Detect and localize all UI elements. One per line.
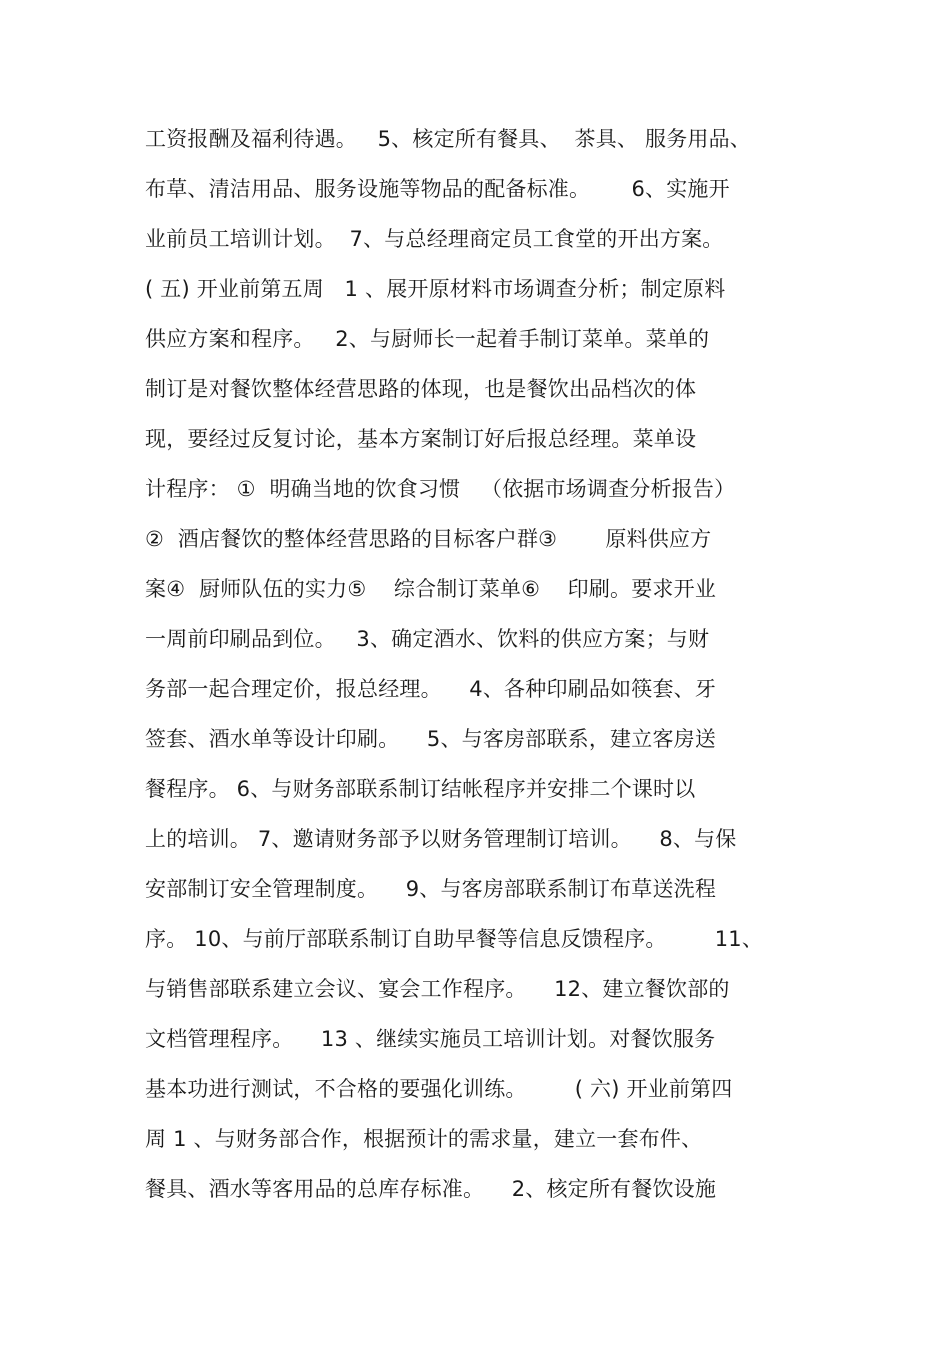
text-line: 案④ 厨师队伍的实力⑤ 综合制订菜单⑥ 印刷。要求开业 <box>145 577 717 601</box>
text-line: 文档管理程序。 13 、继续实施员工培训计划。对餐饮服务 <box>145 1027 716 1051</box>
text-line: 签套、酒水单等设计印刷。 5、与客房部联系，建立客房送 <box>145 727 717 751</box>
text-line: 现，要经过反复讨论，基本方案制订好后报总经理。菜单设 <box>145 427 697 451</box>
text-line: 安部制订安全管理制度。 9、与客房部联系制订布草送洗程 <box>145 877 717 901</box>
text-line: 布草、清洁用品、服务设施等物品的配备标准。 6、实施开 <box>145 177 730 201</box>
text-line: 一周前印刷品到位。 3、确定酒水、饮料的供应方案；与财 <box>145 627 710 651</box>
document-body <box>145 114 825 1214</box>
text-line: 餐程序。 6、与财务部联系制订结帐程序并安排二个课时以 <box>145 777 696 801</box>
text-line: 基本功进行测试，不合格的要强化训练。 ( 六) 开业前第四 <box>145 1077 733 1101</box>
text-line: 上的培训。 7、邀请财务部予以财务管理制订培训。 8、与保 <box>145 827 737 851</box>
text-line: 周 1 、与财务部合作，根据预计的需求量，建立一套布件、 <box>145 1127 703 1151</box>
text-line: 工资报酬及福利待遇。 5、核定所有餐具、 茶具、 服务用品、 <box>145 127 752 151</box>
text-line: 与销售部联系建立会议、宴会工作程序。 12、建立餐饮部的 <box>145 977 730 1001</box>
text-line: ② 酒店餐饮的整体经营思路的目标客户群③ 原料供应方 <box>145 527 712 551</box>
text-line: 计程序： ① 明确当地的饮食习惯 （依据市场调查分析报告） <box>145 477 736 501</box>
text-line: 餐具、酒水等客用品的总库存标准。 2、核定所有餐饮设施 <box>145 1177 717 1201</box>
text-line: ( 五) 开业前第五周 1 、展开原材料市场调查分析；制定原料 <box>145 277 726 301</box>
text-line: 供应方案和程序。 2、与厨师长一起着手制订菜单。菜单的 <box>145 327 710 351</box>
text-line: 务部一起合理定价，报总经理。 4、各种印刷品如筷套、牙 <box>145 677 717 701</box>
text-line: 制订是对餐饮整体经营思路的体现，也是餐饮出品档次的体 <box>145 377 697 401</box>
text-line: 序。 10、与前厅部联系制订自助早餐等信息反馈程序。 11、 <box>145 927 764 951</box>
text-line: 业前员工培训计划。 7、与总经理商定员工食堂的开出方案。 <box>145 227 724 251</box>
